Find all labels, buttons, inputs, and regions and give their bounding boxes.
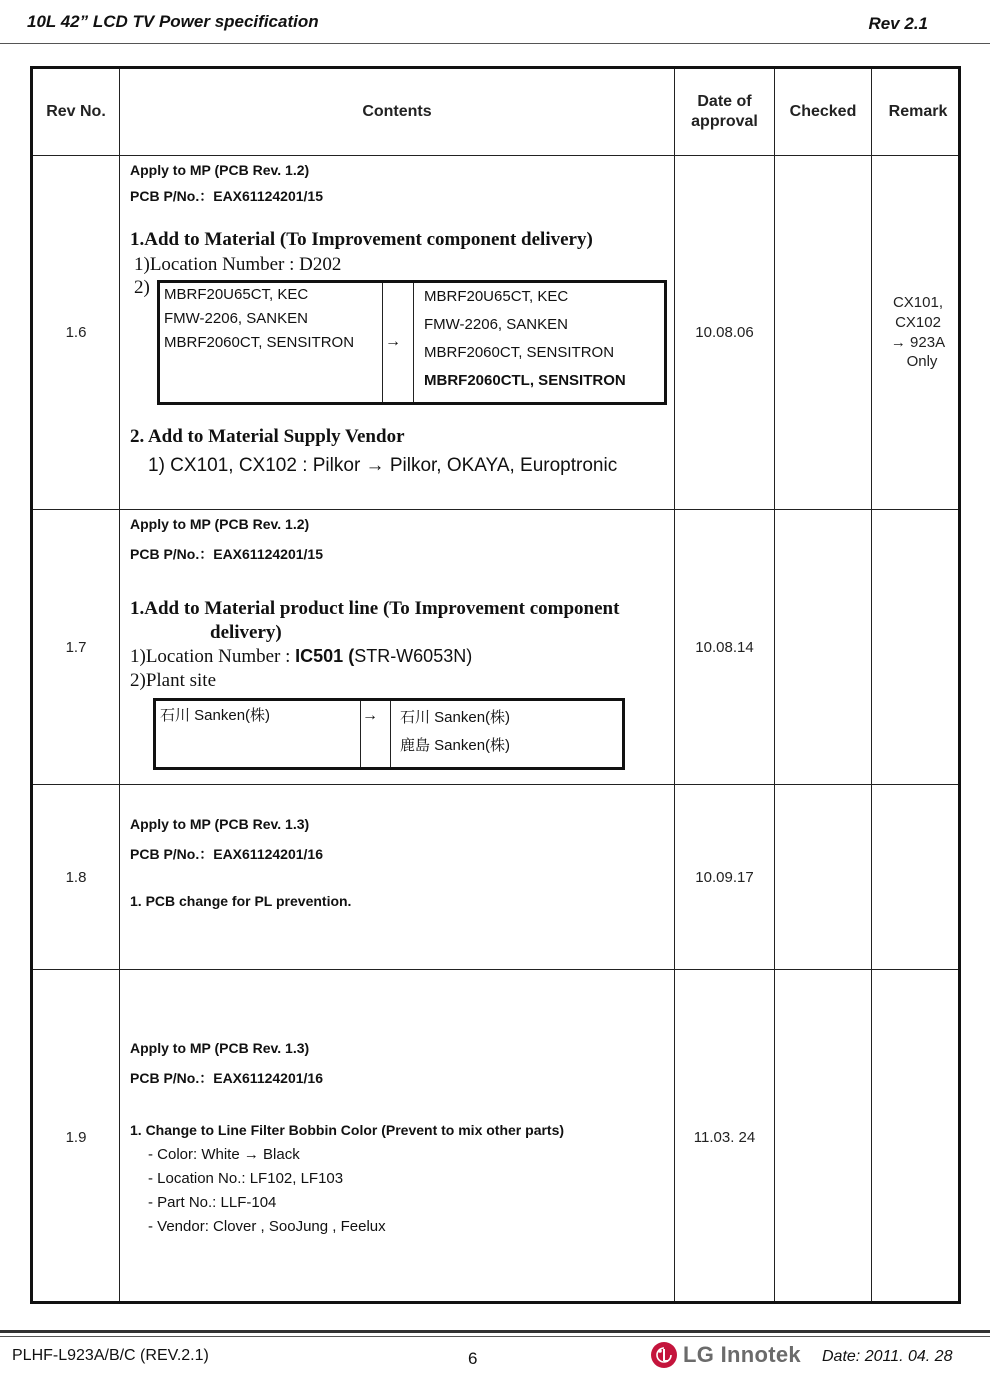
col-divider <box>119 69 120 1301</box>
row-1-6-item1: 1.Add to Material (To Improvement component delivery) <box>130 229 593 250</box>
row-1-9-pcb: PCB P/No.：EAX61124201/16 <box>130 1070 323 1086</box>
row-1-7-date: 10.08.14 <box>695 638 754 656</box>
row-divider <box>33 969 958 970</box>
row-1-8-rev: 1.8 <box>65 868 87 886</box>
row-1-7-plant: 2)Plant site <box>130 670 217 691</box>
new-part: MBRF2060CT, SENSITRON <box>424 344 615 361</box>
row-1-6-rev: 1.6 <box>65 324 87 341</box>
row-1-9-detail: - Vendor: Clover , SooJung , Feelux <box>148 1218 386 1235</box>
row-1-6-pcb: PCB P/No.：EAX61124201/15 <box>130 188 323 204</box>
arrow-icon: → <box>385 333 401 350</box>
document-title: 10L 42” LCD TV Power specification <box>27 12 319 31</box>
row-1-8-pcb: PCB P/No.：EAX61124201/16 <box>130 846 323 862</box>
inner-divider <box>413 283 414 402</box>
row-1-8-date: 10.09.17 <box>695 868 754 886</box>
row-1-7-item1: 1.Add to Material product line (To Improvement component <box>130 598 620 619</box>
row-1-7-plant-table <box>153 698 625 770</box>
row-1-7-location <box>130 646 472 668</box>
new-part: FMW-2206, SANKEN <box>424 316 568 333</box>
col-divider <box>774 69 775 1301</box>
row-1-7-item1-cont: delivery) <box>210 622 282 643</box>
header-date-of-approval <box>675 69 774 155</box>
row-1-9-rev: 1.9 <box>65 1128 87 1146</box>
remark-line: → 923A <box>890 333 946 351</box>
row-1-6-material-table <box>157 280 667 405</box>
row-1-6-sub2: 2) <box>134 277 150 298</box>
row-1-6-remark <box>872 156 964 509</box>
row-1-9-detail: - Location No.: LF102, LF103 <box>148 1170 344 1187</box>
old-part: FMW-2206, SANKEN <box>164 310 308 327</box>
location-ic: IC501 ( <box>295 646 355 666</box>
new-part-added: MBRF2060CTL, SENSITRON <box>424 372 626 389</box>
footer-date: Date: 2011. 04. 28 <box>822 1348 953 1365</box>
inner-divider <box>360 701 361 767</box>
arrow-icon: → <box>362 707 378 724</box>
row-1-6-location: 1)Location Number : D202 <box>134 254 342 275</box>
row-1-8-apply: Apply to MP (PCB Rev. 1.3) <box>130 816 310 832</box>
inner-divider <box>390 701 391 767</box>
lg-innotek-logo <box>651 1342 801 1368</box>
row-1-9-item1: 1. Change to Line Filter Bobbin Color (Prevent to mix other parts) <box>130 1122 565 1138</box>
row-1-9-detail: - Part No.: LLF-104 <box>148 1194 277 1211</box>
row-1-7-apply: Apply to MP (PCB Rev. 1.2) <box>130 516 310 532</box>
footer-divider <box>0 1336 990 1337</box>
logo-text: LG Innotek <box>683 1342 801 1367</box>
old-part: MBRF2060CT, SENSITRON <box>164 334 355 351</box>
row-1-9-date: 11.03. 24 <box>693 1128 756 1146</box>
row-1-8-item1: 1. PCB change for PL prevention. <box>130 893 352 909</box>
page-number: 6 <box>468 1349 478 1368</box>
row-divider <box>33 155 958 156</box>
row-divider <box>33 509 958 510</box>
header-divider <box>0 43 990 44</box>
remark-line: CX101, <box>892 293 944 311</box>
old-part: MBRF20U65CT, KEC <box>164 286 309 303</box>
location-label: 1)Location Number : <box>130 646 296 667</box>
new-part: MBRF20U65CT, KEC <box>424 288 569 305</box>
lg-logo-icon <box>651 1342 677 1368</box>
document-revision: Rev 2.1 <box>868 14 928 33</box>
row-divider <box>33 784 958 785</box>
footer-divider <box>0 1330 990 1333</box>
new-site: 鹿島 Sanken(株) <box>400 737 511 754</box>
remark-line: CX102 <box>895 313 941 331</box>
remark-line: Only <box>906 353 938 371</box>
header-rev-no: Rev No. <box>46 103 106 120</box>
old-site: 石川 Sanken(株) <box>160 707 271 724</box>
row-1-6-apply: Apply to MP (PCB Rev. 1.2) <box>130 162 310 178</box>
row-1-9-apply: Apply to MP (PCB Rev. 1.3) <box>130 1040 310 1056</box>
header-contents: Contents <box>362 103 432 120</box>
row-1-7-pcb: PCB P/No.：EAX61124201/15 <box>130 546 323 562</box>
row-1-6-item2-detail: 1) CX101, CX102 : Pilkor → Pilkor, OKAYA, Europtronic <box>148 455 618 476</box>
row-1-7-rev: 1.7 <box>65 638 87 656</box>
header-remark: Remark <box>888 103 948 120</box>
footer-doc-number: PLHF-L923A/B/C (REV.2.1) <box>12 1347 209 1364</box>
inner-divider <box>382 283 383 402</box>
header-approval: approval <box>691 113 758 130</box>
row-1-9-detail: - Color: White → Black <box>148 1146 300 1163</box>
header-checked: Checked <box>789 103 857 120</box>
row-1-6-date: 10.08.06 <box>695 324 754 341</box>
row-1-6-item2: 2. Add to Material Supply Vendor <box>130 426 405 447</box>
location-part: STR-W6053N) <box>354 646 473 666</box>
header-date-of: Date of <box>697 93 752 110</box>
new-site: 石川 Sanken(株) <box>400 709 511 726</box>
revision-table <box>30 66 961 1304</box>
